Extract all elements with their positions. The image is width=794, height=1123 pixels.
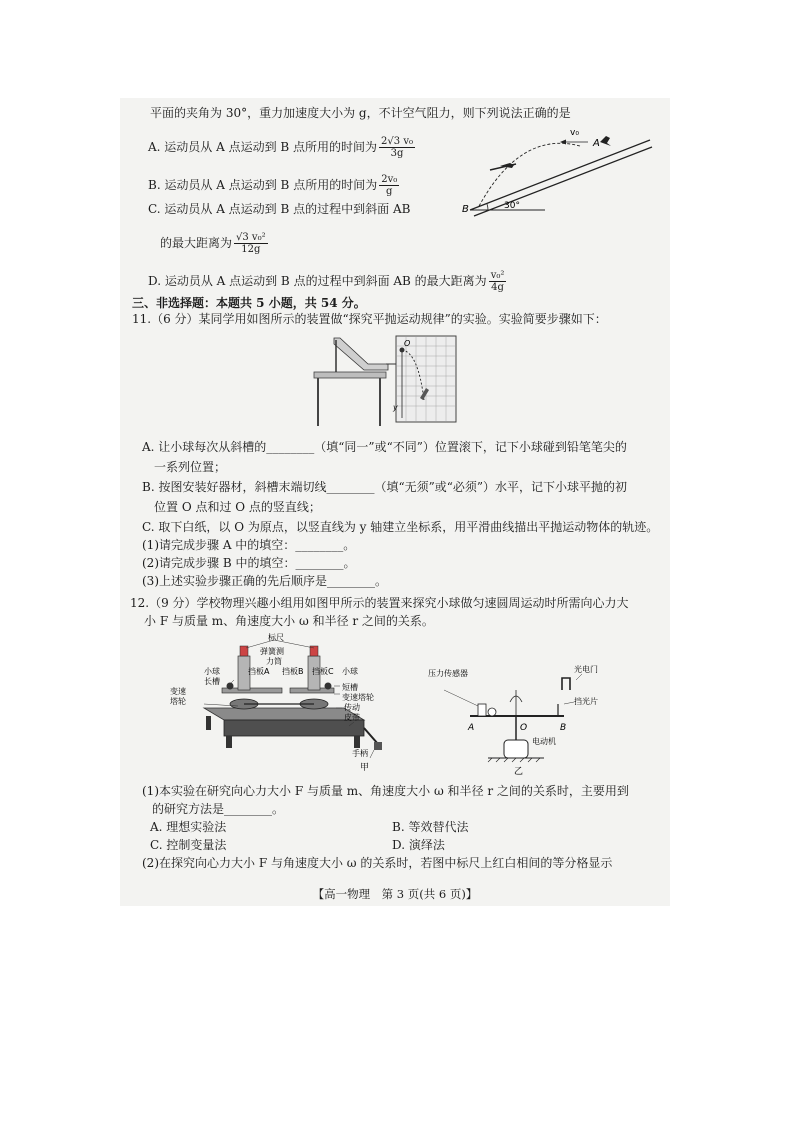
label-tanhuang-2: 力筒 bbox=[266, 657, 282, 666]
label-biansu: 变速 bbox=[170, 687, 186, 696]
y-axis-label: y bbox=[393, 403, 398, 412]
q10-option-b: B. 运动员从 A 点运动到 B 点所用的时间为 $\frac{\text{2v₀}}{g}$ bbox=[148, 174, 398, 197]
sensor-setup-figure bbox=[416, 660, 616, 778]
q11-step-b-cont: 位置 O 点和过 O 点的竖直线； bbox=[154, 500, 321, 514]
label-photogate: 光电门 bbox=[574, 665, 598, 674]
q12-sub-1-cont: 的研究方法是________。 bbox=[152, 802, 285, 816]
v0-label: v₀ bbox=[570, 128, 579, 138]
point-a-label: A bbox=[593, 138, 600, 149]
label-dangban-a: 挡板A bbox=[248, 667, 270, 676]
label-biansu-talun: 变速塔轮 bbox=[342, 693, 374, 702]
label-shutter: 挡光片 bbox=[574, 697, 598, 706]
q12-option-c: C. 控制变量法 bbox=[150, 838, 227, 852]
label-point-o: O bbox=[520, 723, 528, 733]
label-tanhuang-1: 弹簧测 bbox=[260, 647, 284, 656]
origin-o-label: O bbox=[404, 339, 411, 348]
q11-step-c: C. 取下白纸，以 O 为原点，以竖直线为 y 轴建立坐标系，用平滑曲线描出平抛运动物体的轨迹。 bbox=[142, 520, 659, 534]
q12-sub-1: (1)本实验在研究向心力大小 F 与质量 m、角速度大小 ω 和半径 r 之间的关系时，主要用到 bbox=[142, 784, 629, 798]
projectile-apparatus-figure bbox=[310, 330, 470, 430]
q10-option-d: D. 运动员从 A 点运动到 B 点的过程中到斜面 AB 的最大距离为 $\frac{\text{v₀²}}{4g}$ bbox=[148, 270, 505, 293]
q11-step-a: A. 让小球每次从斜槽的________（填“同一”或“不同”）位置滚下，记下小球碰到铅笔笔尖的 bbox=[142, 440, 627, 454]
label-chuandong: 传动 bbox=[344, 703, 360, 712]
q12-stem-cont: 小 F 与质量 m、角速度大小 ω 和半径 r 之间的关系。 bbox=[144, 614, 434, 628]
label-xiaoqiu: 小球 bbox=[204, 667, 220, 676]
q11-sub-3: (3)上述实验步骤正确的先后顺序是________。 bbox=[142, 574, 387, 588]
q10-option-a: A. 运动员从 A 点运动到 B 点所用的时间为 $\frac{\text{2√3 v₀}}{3g}$ bbox=[148, 136, 413, 159]
point-b-label: B bbox=[462, 204, 469, 215]
fraction: $\frac{\text{2√3 v₀}}{3g}$ bbox=[381, 136, 413, 159]
angle-label: 30° bbox=[504, 201, 520, 211]
q12-option-d: D. 演绎法 bbox=[392, 838, 445, 852]
q10-option-c: C. 运动员从 A 点运动到 B 点的过程中到斜面 AB bbox=[148, 202, 411, 216]
q11-step-b: B. 按图安装好器材，斜槽末端切线________（填“无须”或“必须”）水平，记下小球平抛的初 bbox=[142, 480, 627, 494]
q12-option-b: B. 等效替代法 bbox=[392, 820, 469, 834]
label-dangban-b: 挡板B bbox=[282, 667, 304, 676]
label-jia: 甲 bbox=[360, 763, 370, 772]
q12-stem: 12.（9 分）学校物理兴趣小组用如图甲所示的装置来探究小球做匀速圆周运动时所需向心力大 bbox=[130, 596, 629, 610]
label-duancao: 短槽 bbox=[342, 683, 358, 692]
label-point-a: A bbox=[468, 723, 475, 733]
section-heading: 三、非选择题：本题共 5 小题，共 54 分。 bbox=[132, 296, 366, 310]
label-xiaoqiu-2: 小球 bbox=[342, 667, 358, 676]
q11-step-a-cont: 一系列位置； bbox=[154, 460, 227, 474]
exam-page bbox=[120, 98, 670, 906]
q10-option-c-cont: 的最大距离为 $\frac{\text{√3 v₀²}}{12g}$ bbox=[160, 232, 266, 255]
label-changcao: 长槽 bbox=[204, 677, 220, 686]
q12-sub-2: (2)在探究向心力大小 F 与角速度大小 ω 的关系时，若图中标尺上红白相间的等分格显示 bbox=[142, 856, 613, 870]
q12-option-a: A. 理想实验法 bbox=[150, 820, 227, 834]
q11-sub-2: (2)请完成步骤 B 中的填空：________。 bbox=[142, 556, 356, 570]
label-biaochi: 标尺 bbox=[268, 633, 284, 642]
label-point-b: B bbox=[560, 723, 567, 733]
fraction: $\frac{\text{2v₀}}{g}$ bbox=[381, 174, 398, 197]
label-talun: 塔轮 bbox=[170, 697, 186, 706]
label-pidai: 皮带 bbox=[344, 713, 360, 722]
label-dangban-c: 挡板C bbox=[312, 667, 334, 676]
ski-slope-figure bbox=[460, 120, 660, 220]
page-footer: 【高一物理 第 3 页(共 6 页)】 bbox=[312, 887, 478, 901]
label-shoubing: 手柄 bbox=[352, 749, 368, 758]
q11-stem: 11.（6 分）某同学用如图所示的装置做“探究平抛运动规律”的实验。实验简要步骤如下： bbox=[132, 312, 607, 326]
q11-sub-1: (1)请完成步骤 A 中的填空：________。 bbox=[142, 538, 356, 552]
label-pressure-sensor: 压力传感器 bbox=[428, 669, 468, 678]
label-yi: 乙 bbox=[514, 767, 524, 777]
centripetal-apparatus-figure bbox=[164, 632, 404, 772]
q10-stem: 平面的夹角为 30°，重力加速度大小为 g，不计空气阻力，则下列说法正确的是 bbox=[150, 106, 571, 120]
fraction: $\frac{\text{v₀²}}{4g}$ bbox=[490, 270, 505, 293]
fraction: $\frac{\text{√3 v₀²}}{12g}$ bbox=[236, 232, 266, 255]
label-motor: 电动机 bbox=[532, 737, 556, 746]
